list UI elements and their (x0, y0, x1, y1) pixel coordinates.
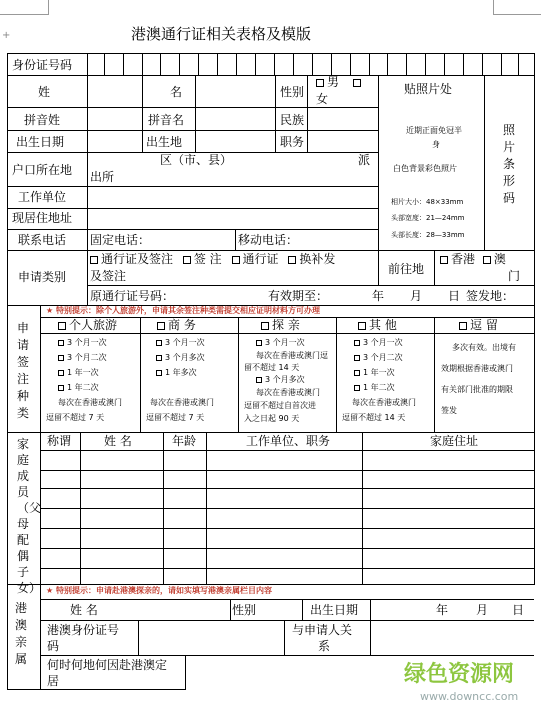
other-opt-1[interactable] (354, 338, 403, 348)
other-opt-2[interactable] (354, 353, 403, 363)
male-checkbox[interactable] (316, 79, 324, 87)
family-note-2: 留不超过 14 天 (244, 363, 300, 372)
photo-line1: 近期正面免冠半 (406, 126, 462, 135)
family-opt-1[interactable] (256, 338, 305, 348)
family-opt-1-label: 3 个月一次 (265, 338, 305, 347)
family-label (17, 436, 42, 596)
endorse-cat-family[interactable] (261, 318, 300, 332)
biz-opt-1[interactable] (156, 338, 205, 348)
label-birth-date: 出生日期 (16, 135, 65, 149)
dest-macau-label-2: 门 (508, 269, 521, 283)
type-reissue-label-2: 及签注 (90, 269, 127, 283)
photo-head-width: 头部宽度：21—24mm (391, 214, 465, 222)
relatives-id-1: 港澳身份证号 (47, 623, 120, 637)
endorse-cat-other-label: 其 他 (369, 318, 397, 332)
tour-opt-4[interactable] (58, 383, 99, 393)
label-pinyin-given: 拼音名 (148, 113, 185, 127)
female-checkbox[interactable] (353, 79, 361, 87)
relatives-relation-2: 系 (318, 639, 331, 653)
label-hukou: 户口所在地 (12, 163, 73, 177)
label-ethnicity: 民族 (280, 113, 305, 127)
tour-note-2: 逗留不超过 7 天 (46, 413, 105, 422)
label-landline: 固定电话： (90, 233, 151, 247)
tour-opt-4-label: 1 年二次 (67, 383, 99, 392)
destination-options (440, 252, 506, 266)
apply-type-options (90, 252, 335, 266)
relatives-birth: 出生日期 (310, 603, 359, 617)
label-issued-at: 签发地： (466, 289, 515, 303)
type-endorse-label: 签 注 (193, 252, 222, 266)
biz-opt-2[interactable] (156, 353, 205, 363)
dest-hk-label: 香港 (451, 252, 476, 266)
family-header-work: 工作单位、职务 (246, 434, 331, 448)
photo-title: 贴照片处 (404, 82, 453, 96)
other-note-2: 逗留不超过 14 天 (342, 413, 406, 422)
type-endorse-checkbox[interactable] (183, 256, 191, 264)
corner-mark-tr (493, 0, 541, 15)
endorse-cat-biz[interactable] (157, 318, 196, 332)
label-contact-phone: 联系电话 (18, 233, 67, 247)
biz-opt-1-label: 3 个月一次 (165, 338, 205, 347)
tour-opt-1[interactable] (58, 338, 107, 348)
tour-note-1: 每次在香港或澳门 (58, 398, 122, 407)
photo-head-length: 头部长度：28—33mm (391, 231, 465, 239)
gender-male-option[interactable] (316, 75, 364, 89)
photo-line3: 白色背景彩色照片 (393, 164, 457, 173)
label-police-2: 出所 (90, 170, 115, 184)
corner-mark-tl (0, 0, 49, 15)
family-opt-2[interactable] (256, 375, 305, 385)
label-gender: 性别 (280, 85, 305, 99)
dest-macau-label: 澳 (493, 252, 506, 266)
stay-note-1: 多次有效。出境有 (452, 343, 516, 352)
biz-note-1: 每次在香港或澳门 (150, 398, 214, 407)
other-opt-3-label: 1 年一次 (363, 368, 395, 377)
family-header-relation: 称谓 (47, 434, 72, 448)
plus-icon: + (2, 30, 11, 41)
gender-female-label: 女 (316, 92, 329, 106)
label-orig-permit: 原通行证号码： (90, 289, 175, 303)
relatives-reason-2: 居 (47, 674, 60, 688)
photo-size: 相片大小：48×33mm (391, 198, 464, 206)
other-opt-4-label: 1 年二次 (363, 383, 395, 392)
label-valid-until: 有效期至： (268, 289, 329, 303)
relatives-day: 日 (512, 603, 525, 617)
biz-opt-2-label: 3 个月多次 (165, 353, 205, 362)
endorse-cat-tour-label: 个人旅游 (69, 318, 118, 332)
family-header-address: 家庭住址 (430, 434, 479, 448)
page-title: 港澳通行证相关表格及模版 (131, 25, 312, 43)
label-month: 月 (410, 289, 423, 303)
other-opt-3[interactable] (354, 368, 395, 378)
photo-barcode-label: 照片条形码 (503, 123, 516, 205)
family-note-5: 入之日起 90 天 (244, 414, 300, 423)
tour-opt-2[interactable] (58, 353, 107, 363)
label-destination: 前往地 (388, 262, 425, 276)
endorse-cat-biz-label: 商 务 (168, 318, 196, 332)
endorse-cat-stay[interactable] (459, 318, 498, 332)
family-opt-2-label: 3 个月多次 (265, 375, 305, 384)
stay-note-4: 签发 (441, 406, 457, 415)
label-police: 派 (358, 153, 371, 167)
relatives-gender: 性别 (232, 603, 257, 617)
relatives-month: 月 (476, 603, 489, 617)
dest-hk-checkbox[interactable] (440, 256, 448, 264)
biz-note-2: 逗留不超过 7 天 (146, 413, 205, 422)
label-surname: 姓 (38, 85, 51, 99)
label-given-name: 名 (170, 85, 183, 99)
relatives-id-2: 码 (47, 639, 60, 653)
family-label-text: 家庭成员（父母配偶子女） (17, 437, 42, 595)
label-id-number: 身份证号码 (12, 58, 73, 72)
label-day: 日 (448, 289, 461, 303)
type-permit-endorse-checkbox[interactable] (90, 256, 98, 264)
family-note-1: 每次在香港或澳门逗 (256, 351, 328, 360)
type-permit-checkbox[interactable] (232, 256, 240, 264)
endorse-cat-other[interactable] (358, 318, 397, 332)
dest-macau-checkbox[interactable] (483, 256, 491, 264)
relatives-year: 年 (436, 603, 449, 617)
label-current-address: 现居住地址 (12, 211, 73, 225)
label-work-unit: 工作单位 (18, 190, 67, 204)
type-reissue-checkbox[interactable] (288, 256, 296, 264)
label-mobile: 移动电话： (238, 233, 299, 247)
biz-opt-3-label: 1 年多次 (165, 368, 197, 377)
label-pinyin-surname: 拼音姓 (24, 113, 61, 127)
relatives-relation-1: 与申请人关 (292, 623, 353, 637)
male-label: 男 (327, 75, 340, 89)
other-note-1: 每次在香港或澳门 (352, 398, 416, 407)
endorsement-notice: ★ 特别提示：除个人旅游外，申请其余签注种类需提交相应证明材料方可办理 (46, 306, 320, 315)
relatives-label: 港澳亲属 (15, 601, 28, 666)
stay-note-3: 有关部门批准的期限 (441, 385, 513, 394)
stay-note-2: 效期根据香港或澳门 (441, 364, 513, 373)
relatives-reason-1: 何时何地何因赴港澳定 (47, 658, 168, 672)
photo-line2: 身 (432, 140, 440, 149)
relatives-notice: ★ 特别提示：申请赴港澳探亲的，请如实填写港澳亲属栏目内容 (46, 586, 272, 595)
family-note-3: 每次在香港或澳门 (256, 388, 320, 397)
label-district: 区（市、县） (160, 153, 233, 167)
other-opt-4[interactable] (354, 383, 395, 393)
family-header-name: 姓 名 (104, 434, 132, 448)
other-opt-2-label: 3 个月二次 (363, 353, 403, 362)
type-permit-endorse-label: 通行证及签注 (101, 252, 174, 266)
label-apply-type: 申请类别 (18, 270, 67, 284)
family-header-age: 年龄 (172, 434, 197, 448)
tour-opt-1-label: 3 个月一次 (67, 338, 107, 347)
tour-opt-3[interactable] (58, 368, 99, 378)
type-reissue-label: 换补发 (299, 252, 336, 266)
relatives-name: 姓 名 (70, 603, 98, 617)
type-permit-label: 通行证 (242, 252, 279, 266)
watermark-url: www.downcc.com (420, 690, 519, 703)
label-year: 年 (372, 289, 385, 303)
family-note-4: 逗留不超过自首次进 (244, 401, 316, 410)
label-birth-place: 出生地 (146, 135, 183, 149)
endorse-cat-tour[interactable] (58, 318, 117, 332)
label-position: 职务 (280, 135, 305, 149)
watermark-brand: 绿色资源网 (404, 662, 515, 687)
tour-opt-3-label: 1 年一次 (67, 368, 99, 377)
endorse-cat-stay-label: 逗 留 (470, 318, 498, 332)
other-opt-1-label: 3 个月一次 (363, 338, 403, 347)
tour-opt-2-label: 3 个月二次 (67, 353, 107, 362)
biz-opt-3[interactable] (156, 368, 197, 378)
endorse-cat-family-label: 探 亲 (272, 318, 300, 332)
endorsement-label: 申请签注种类 (17, 321, 30, 420)
